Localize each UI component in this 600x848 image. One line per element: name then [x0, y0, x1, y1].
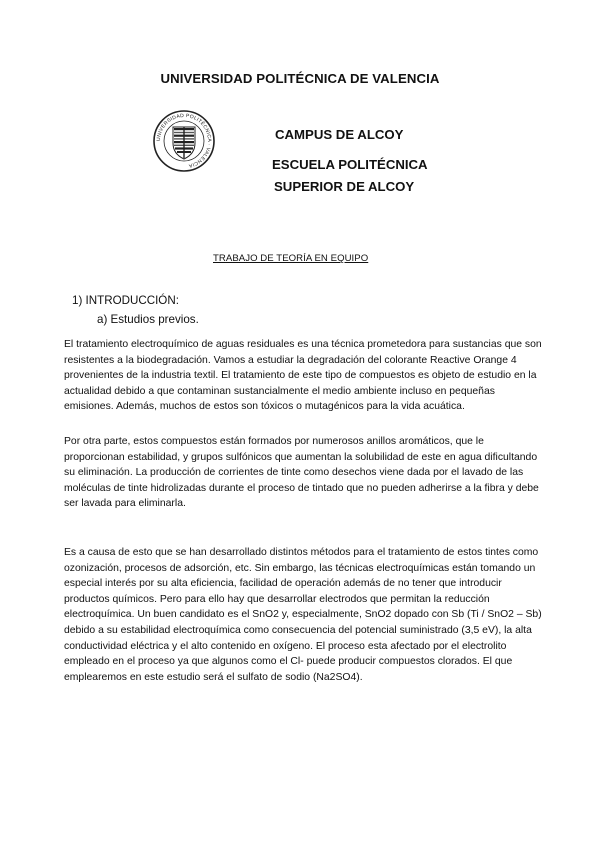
university-title: UNIVERSIDAD POLITÉCNICA DE VALENCIA [160, 71, 440, 86]
body-paragraph: Por otra parte, estos compuestos están formados por numerosos anillos aromáticos, que le proporcionan estabilidad, y grupos sulfónicos que aumentan la solubilidad de este en agua dificultando su eliminación. La producción de corrientes de tinte como desechos viene dada por el lavado de las moléculas de tinte hidrolizadas durante el proceso de tintado que no pueden adherirse a la fibra y debe ser lavada para eliminarla. [64, 436, 539, 510]
body-paragraph: Es a causa de esto que se han desarrollado distintos métodos para el tratamiento de estos tintes como ozonización, procesos de adsorción, etc. Sin embargo, las técnicas electroquímicas están tomando un especial interés por su alta eficiencia, facilidad de operación además de no tener que introducir productos químicos. Pero para ello hay que desarrollar electrodos que permitan la reducción electroquímica. Un buen candidato es el SnO2 y, especialmente, SnO2 dopado con Sb (Ti / SnO2 – Sb) debido a su estabilidad electroquímica como consecuencia del potencial suministrado (3,5 eV), la alta conductividad eléctrica y el alto contenido en oxígeno. El proceso esta afectado por el electrolito empleado en el proceso ya que algunos como el Cl- puede producir compuestos clorados. El que emplearemos en este estudio será el sulfato de sodio (Na2SO4). [64, 547, 542, 683]
school-name-line2: SUPERIOR DE ALCOY [274, 179, 415, 194]
subsection-heading: a) Estudios previos. [97, 313, 199, 326]
section-heading: 1) INTRODUCCIÓN: [72, 294, 179, 307]
body-paragraph: El tratamiento electroquímico de aguas residuales es una técnica prometedora para sustancias que son resistentes a la biodegradación. Vamos a estudiar la degradación del colorante Reactive Orange 4 provenientes de la industria textil. El tratamiento de este tipo de compuestos es objeto de estudio en la actualidad debido a que contaminan sustancialmente el medio ambiente incluso en pequeñas emisiones. Además, muchos de estos son tóxicos o mutagénicos para la vida acuática. [64, 339, 542, 413]
document-title: TRABAJO DE TEORÍA EN EQUIPO [213, 253, 369, 264]
university-seal-icon [153, 110, 215, 172]
school-name-line1: ESCUELA POLITÉCNICA [272, 157, 428, 172]
seal-text: UNIVERSIDAD POLITÉCNICA · VALENCIA [155, 112, 213, 169]
campus-name: CAMPUS DE ALCOY [275, 127, 404, 142]
